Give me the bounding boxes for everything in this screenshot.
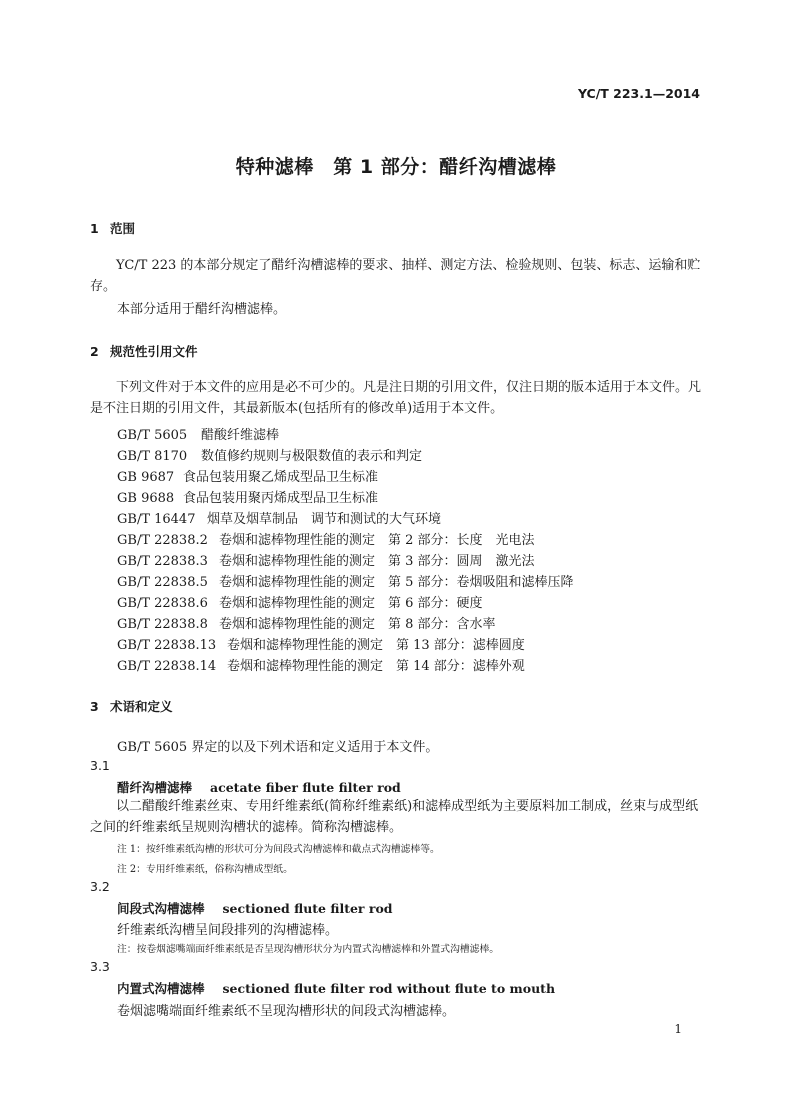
reference-code: GB/T 22838.14 (117, 659, 217, 674)
clause-number: 3.1 (90, 758, 110, 773)
reference-title: 卷烟和滤棒物理性能的测定 第 3 部分：圆周 激光法 (219, 554, 535, 569)
term-zh: 内置式沟槽滤棒 (117, 981, 205, 996)
clause-number: 3.3 (90, 959, 110, 974)
reference-item (117, 445, 422, 464)
section-title: 规范性引用文件 (110, 344, 198, 359)
reference-title: 卷烟和滤棒物理性能的测定 第 8 部分：含水率 (219, 617, 496, 632)
section-heading-scope (90, 219, 135, 237)
term-note: 注 2：专用纤维素纸，俗称沟槽成型纸。 (117, 864, 293, 875)
reference-title: 卷烟和滤棒物理性能的测定 第 5 部分：卷烟吸阻和滤棒压降 (219, 575, 574, 590)
reference-code: GB/T 16447 (117, 512, 196, 527)
reference-item (117, 613, 496, 632)
section-title: 范围 (110, 221, 136, 236)
section-title: 术语和定义 (110, 699, 173, 714)
reference-item (117, 550, 535, 569)
reference-code: GB/T 22838.2 (117, 533, 208, 548)
reference-code: GB 9688 (117, 491, 175, 506)
reference-item (117, 424, 279, 443)
reference-item (117, 655, 525, 674)
term-note: 注：按卷烟滤嘴端面纤维素纸是否呈现沟槽形状分为内置式沟槽滤棒和外置式沟槽滤棒。 (117, 944, 500, 955)
term-definition: 纤维素纸沟槽呈间段排列的沟槽滤棒。 (117, 923, 339, 938)
term-en: acetate fiber flute filter rod (210, 780, 401, 795)
reference-title: 卷烟和滤棒物理性能的测定 第 13 部分：滤棒圆度 (227, 638, 525, 653)
reference-code: GB 9687 (117, 470, 175, 485)
reference-item (117, 466, 378, 485)
reference-code: GB/T 5605 (117, 428, 188, 443)
term-definition: 以二醋酸纤维素丝束、专用纤维素纸(简称纤维素纸)和滤棒成型纸为主要原料加工制成，丝束与成型纸之间的纤维素纸呈规则沟槽状的滤棒。简称沟槽滤棒。 (90, 799, 699, 835)
section-number: 1 (90, 221, 99, 236)
reference-title: 食品包装用聚丙烯成型品卫生标准 (183, 491, 379, 506)
reference-title: 醋酸纤维滤棒 (201, 428, 280, 443)
reference-item (117, 571, 574, 590)
reference-title: 卷烟和滤棒物理性能的测定 第 2 部分：长度 光电法 (219, 533, 535, 548)
reference-code: GB/T 8170 (117, 449, 188, 464)
term-entry (117, 778, 401, 796)
page-number: 1 (674, 1022, 682, 1036)
reference-title: 数值修约规则与极限数值的表示和判定 (201, 449, 423, 464)
reference-item (117, 529, 535, 548)
standard-number: YC/T 223.1—2014 (577, 86, 700, 101)
reference-title: 卷烟和滤棒物理性能的测定 第 14 部分：滤棒外观 (227, 659, 525, 674)
section-number: 2 (90, 344, 99, 359)
clause-number: 3.2 (90, 879, 110, 894)
reference-code: GB/T 22838.8 (117, 617, 208, 632)
reference-title: 食品包装用聚乙烯成型品卫生标准 (183, 470, 379, 485)
scope-paragraph: YC/T 223 的本部分规定了醋纤沟槽滤棒的要求、抽样、测定方法、检验规则、包装、标志、运输和贮存。 (90, 258, 701, 294)
references-intro: 下列文件对于本文件的应用是必不可少的。凡是注日期的引用文件，仅注日期的版本适用于本文件。凡是不注日期的引用文件，其最新版本(包括所有的修改单)适用于本文件。 (90, 380, 702, 416)
reference-title: 卷烟和滤棒物理性能的测定 第 6 部分：硬度 (219, 596, 483, 611)
reference-code: GB/T 22838.5 (117, 575, 208, 590)
reference-item (117, 487, 378, 506)
term-en: sectioned flute filter rod without flute to mouth (222, 981, 556, 996)
terms-intro: GB/T 5605 界定的以及下列术语和定义适用于本文件。 (117, 740, 439, 755)
term-note: 注 1：按纤维素纸沟槽的形状可分为间段式沟槽滤棒和截点式沟槽滤棒等。 (117, 844, 440, 855)
reference-item (117, 592, 483, 611)
term-entry (117, 899, 393, 917)
section-number: 3 (90, 699, 99, 714)
section-heading-normative-references (90, 342, 198, 360)
scope-applicability: 本部分适用于醋纤沟槽滤棒。 (117, 302, 287, 317)
section-heading-terms (90, 697, 173, 715)
term-zh: 醋纤沟槽滤棒 (117, 780, 193, 795)
term-zh: 间段式沟槽滤棒 (117, 901, 205, 916)
reference-code: GB/T 22838.6 (117, 596, 208, 611)
reference-title: 烟草及烟草制品 调节和测试的大气环境 (207, 512, 442, 527)
term-entry (117, 979, 555, 997)
reference-code: GB/T 22838.3 (117, 554, 208, 569)
reference-item (117, 508, 441, 527)
term-definition: 卷烟滤嘴端面纤维素纸不呈现沟槽形状的间段式沟槽滤棒。 (117, 1004, 456, 1019)
reference-item (117, 634, 525, 653)
document-title: 特种滤棒 第 1 部分：醋纤沟槽滤棒 (235, 156, 557, 178)
term-en: sectioned flute filter rod (222, 901, 393, 916)
reference-code: GB/T 22838.13 (117, 638, 217, 653)
